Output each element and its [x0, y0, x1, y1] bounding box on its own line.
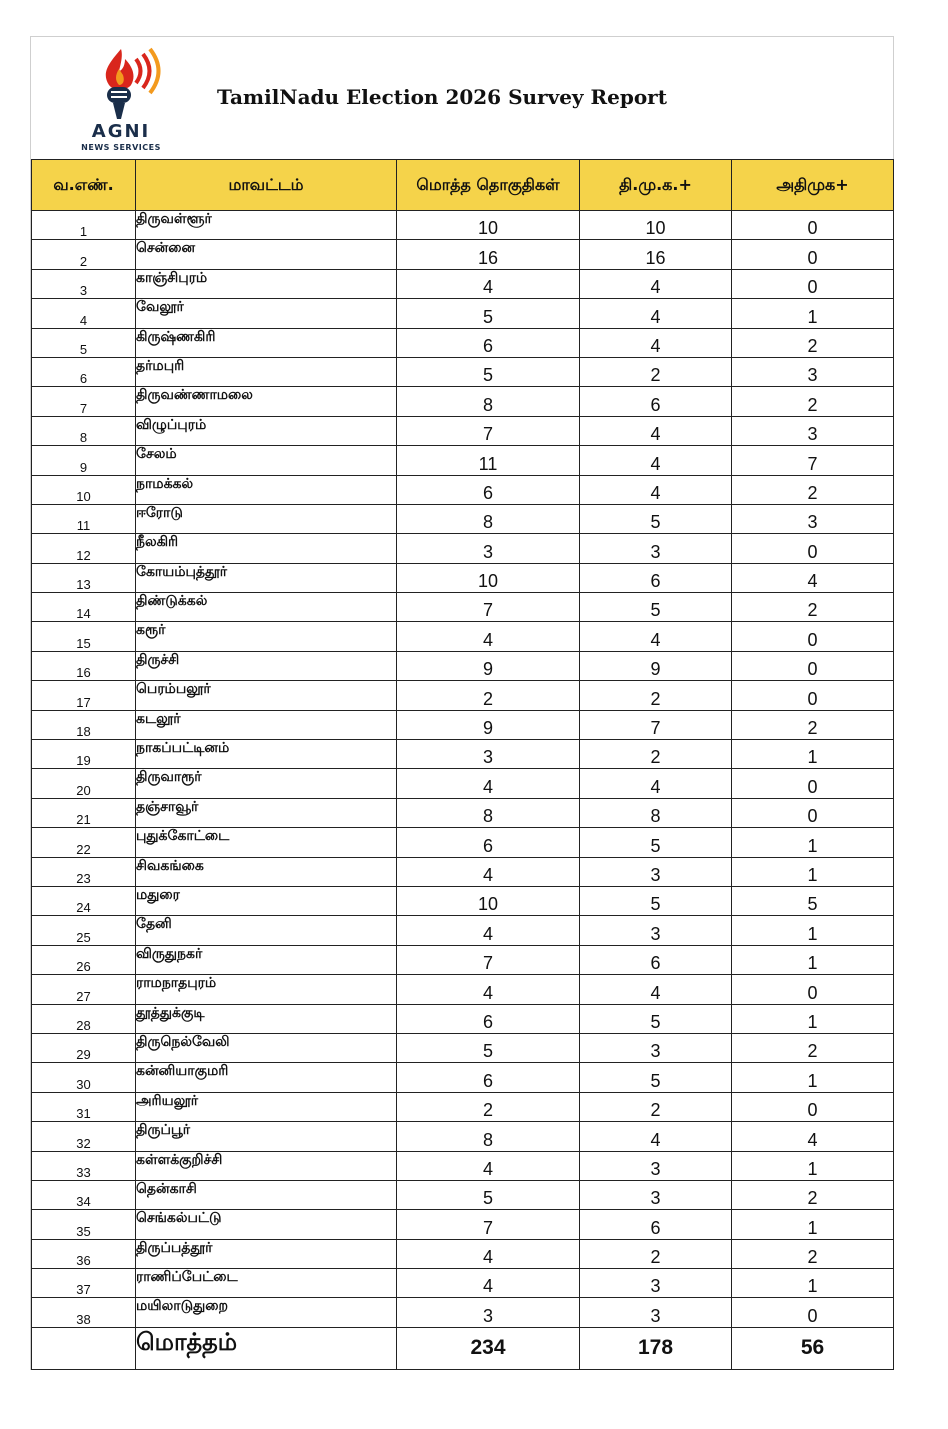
district-cell: தேனி: [136, 916, 397, 945]
total-constituencies-cell: 3: [397, 740, 580, 769]
admk-alliance-cell: 1: [732, 1210, 894, 1239]
admk-alliance-cell: 1: [732, 1004, 894, 1033]
total-constituencies: 234: [397, 1327, 580, 1369]
admk-alliance-cell: 0: [732, 651, 894, 680]
district-cell: திண்டுக்கல்: [136, 593, 397, 622]
table-row: [32, 1004, 894, 1033]
district-cell: வேலூர்: [136, 299, 397, 328]
district-cell: நாமக்கல்: [136, 475, 397, 504]
table-row: [32, 1180, 894, 1209]
dmk-alliance-cell: 6: [580, 945, 732, 974]
torch-microphone-icon: [61, 45, 181, 123]
header-dmk-alliance: தி.மு.க.+: [580, 160, 732, 211]
serial-cell: 38: [32, 1298, 136, 1327]
dmk-alliance-cell: 2: [580, 357, 732, 386]
admk-alliance-cell: 1: [732, 1063, 894, 1092]
admk-alliance-cell: 2: [732, 710, 894, 739]
serial-cell: 11: [32, 504, 136, 533]
dmk-alliance-cell: 5: [580, 504, 732, 533]
dmk-alliance-cell: 3: [580, 1151, 732, 1180]
district-cell: புதுக்கோட்டை: [136, 828, 397, 857]
admk-alliance-cell: 0: [732, 798, 894, 827]
table-row: [32, 504, 894, 533]
table-row: [32, 269, 894, 298]
admk-alliance-cell: 4: [732, 563, 894, 592]
table-row: [32, 740, 894, 769]
table-row: [32, 1092, 894, 1121]
district-cell: நாகப்பட்டினம்: [136, 740, 397, 769]
logo-subtitle: NEWS SERVICES: [81, 143, 161, 152]
admk-alliance-cell: 1: [732, 916, 894, 945]
dmk-alliance-cell: 5: [580, 1063, 732, 1092]
total-constituencies-cell: 10: [397, 211, 580, 240]
report-sheet: [30, 36, 894, 1370]
admk-alliance-cell: 0: [732, 211, 894, 240]
dmk-alliance-cell: 3: [580, 916, 732, 945]
dmk-alliance-cell: 4: [580, 475, 732, 504]
serial-cell: 37: [32, 1269, 136, 1298]
total-constituencies-cell: 16: [397, 240, 580, 269]
total-constituencies-cell: 4: [397, 1239, 580, 1268]
table-row: [32, 622, 894, 651]
admk-alliance-cell: 3: [732, 504, 894, 533]
serial-cell: 1: [32, 211, 136, 240]
serial-cell: 27: [32, 975, 136, 1004]
total-constituencies-cell: 10: [397, 886, 580, 915]
district-cell: கோயம்புத்தூர்: [136, 563, 397, 592]
serial-cell: 36: [32, 1239, 136, 1268]
serial-cell: 29: [32, 1033, 136, 1062]
page-title: TamilNadu Election 2026 Survey Report: [217, 85, 667, 109]
admk-alliance-cell: 0: [732, 240, 894, 269]
admk-alliance-cell: 1: [732, 299, 894, 328]
serial-cell: 23: [32, 857, 136, 886]
serial-cell: 32: [32, 1122, 136, 1151]
table-row: [32, 357, 894, 386]
admk-alliance-cell: 0: [732, 681, 894, 710]
serial-cell: 19: [32, 740, 136, 769]
total-constituencies-cell: 6: [397, 828, 580, 857]
serial-cell: 33: [32, 1151, 136, 1180]
serial-cell: 14: [32, 593, 136, 622]
serial-cell: 20: [32, 769, 136, 798]
dmk-alliance-cell: 3: [580, 1033, 732, 1062]
total-constituencies-cell: 4: [397, 975, 580, 1004]
table-row: [32, 651, 894, 680]
table-row: [32, 240, 894, 269]
total-constituencies-cell: 7: [397, 945, 580, 974]
district-cell: கன்னியாகுமரி: [136, 1063, 397, 1092]
total-row: [32, 1327, 894, 1369]
serial-cell: 28: [32, 1004, 136, 1033]
total-constituencies-cell: 8: [397, 387, 580, 416]
header-admk-alliance: அதிமுக+: [732, 160, 894, 211]
serial-cell: 3: [32, 269, 136, 298]
district-cell: திருப்பூர்: [136, 1122, 397, 1151]
district-cell: விருதுநகர்: [136, 945, 397, 974]
district-cell: திருவாரூர்: [136, 769, 397, 798]
table-row: [32, 416, 894, 445]
admk-alliance-cell: 2: [732, 328, 894, 357]
admk-alliance-cell: 0: [732, 1298, 894, 1327]
serial-cell: 21: [32, 798, 136, 827]
district-cell: தர்மபுரி: [136, 357, 397, 386]
dmk-alliance-cell: 4: [580, 446, 732, 475]
district-cell: காஞ்சிபுரம்: [136, 269, 397, 298]
table-row: [32, 769, 894, 798]
dmk-alliance-cell: 2: [580, 740, 732, 769]
total-constituencies-cell: 4: [397, 1151, 580, 1180]
dmk-alliance-cell: 8: [580, 798, 732, 827]
dmk-alliance-cell: 4: [580, 269, 732, 298]
admk-alliance-cell: 1: [732, 1269, 894, 1298]
total-admk-alliance: 56: [732, 1327, 894, 1369]
table-row: [32, 387, 894, 416]
admk-alliance-cell: 2: [732, 1180, 894, 1209]
district-cell: கிருஷ்ணகிரி: [136, 328, 397, 357]
admk-alliance-cell: 7: [732, 446, 894, 475]
district-cell: ராமநாதபுரம்: [136, 975, 397, 1004]
total-constituencies-cell: 6: [397, 1063, 580, 1092]
total-label: மொத்தம்: [136, 1327, 397, 1369]
total-constituencies-cell: 6: [397, 328, 580, 357]
district-cell: ஈரோடு: [136, 504, 397, 533]
admk-alliance-cell: 0: [732, 975, 894, 1004]
table-row: [32, 886, 894, 915]
serial-cell: 8: [32, 416, 136, 445]
total-constituencies-cell: 6: [397, 1004, 580, 1033]
admk-alliance-cell: 2: [732, 1239, 894, 1268]
total-constituencies-cell: 6: [397, 475, 580, 504]
district-cell: திருப்பத்தூர்: [136, 1239, 397, 1268]
admk-alliance-cell: 3: [732, 416, 894, 445]
total-constituencies-cell: 11: [397, 446, 580, 475]
serial-cell: 6: [32, 357, 136, 386]
serial-cell: 25: [32, 916, 136, 945]
table-header-row: [32, 160, 894, 211]
total-constituencies-cell: 4: [397, 857, 580, 886]
table-row: [32, 211, 894, 240]
total-constituencies-cell: 5: [397, 1180, 580, 1209]
total-constituencies-cell: 8: [397, 798, 580, 827]
serial-cell: 5: [32, 328, 136, 357]
district-cell: விழுப்புரம்: [136, 416, 397, 445]
serial-cell: 9: [32, 446, 136, 475]
total-constituencies-cell: 7: [397, 593, 580, 622]
total-constituencies-cell: 9: [397, 710, 580, 739]
dmk-alliance-cell: 3: [580, 1180, 732, 1209]
dmk-alliance-cell: 2: [580, 1239, 732, 1268]
serial-cell: 18: [32, 710, 136, 739]
total-constituencies-cell: 7: [397, 1210, 580, 1239]
district-cell: சேலம்: [136, 446, 397, 475]
dmk-alliance-cell: 2: [580, 681, 732, 710]
admk-alliance-cell: 0: [732, 769, 894, 798]
admk-alliance-cell: 3: [732, 357, 894, 386]
report-header: [31, 37, 893, 159]
serial-cell: 2: [32, 240, 136, 269]
admk-alliance-cell: 2: [732, 387, 894, 416]
logo-brand: AGNI: [91, 121, 151, 142]
dmk-alliance-cell: 4: [580, 328, 732, 357]
table-row: [32, 828, 894, 857]
serial-cell: 16: [32, 651, 136, 680]
dmk-alliance-cell: 6: [580, 387, 732, 416]
dmk-alliance-cell: 5: [580, 1004, 732, 1033]
table-row: [32, 1269, 894, 1298]
admk-alliance-cell: 4: [732, 1122, 894, 1151]
admk-alliance-cell: 1: [732, 1151, 894, 1180]
serial-cell: 30: [32, 1063, 136, 1092]
dmk-alliance-cell: 5: [580, 886, 732, 915]
serial-cell: 10: [32, 475, 136, 504]
table-row: [32, 975, 894, 1004]
table-row: [32, 857, 894, 886]
dmk-alliance-cell: 7: [580, 710, 732, 739]
total-constituencies-cell: 8: [397, 504, 580, 533]
admk-alliance-cell: 0: [732, 622, 894, 651]
serial-cell: 26: [32, 945, 136, 974]
table-row: [32, 1063, 894, 1092]
total-constituencies-cell: 10: [397, 563, 580, 592]
total-constituencies-cell: 2: [397, 1092, 580, 1121]
district-cell: கரூர்: [136, 622, 397, 651]
district-cell: மதுரை: [136, 886, 397, 915]
header-serial-number: வ.எண்.: [32, 160, 136, 211]
total-constituencies-cell: 5: [397, 1033, 580, 1062]
table-row: [32, 1151, 894, 1180]
admk-alliance-cell: 1: [732, 857, 894, 886]
table-row: [32, 475, 894, 504]
admk-alliance-cell: 2: [732, 475, 894, 504]
total-constituencies-cell: 4: [397, 769, 580, 798]
table-row: [32, 1210, 894, 1239]
total-constituencies-cell: 4: [397, 916, 580, 945]
total-dmk-alliance: 178: [580, 1327, 732, 1369]
total-constituencies-cell: 2: [397, 681, 580, 710]
table-row: [32, 710, 894, 739]
total-constituencies-cell: 4: [397, 269, 580, 298]
dmk-alliance-cell: 4: [580, 416, 732, 445]
total-constituencies-cell: 7: [397, 416, 580, 445]
serial-cell: 31: [32, 1092, 136, 1121]
admk-alliance-cell: 2: [732, 1033, 894, 1062]
serial-cell: 13: [32, 563, 136, 592]
district-cell: திருச்சி: [136, 651, 397, 680]
total-constituencies-cell: 3: [397, 1298, 580, 1327]
serial-cell: 34: [32, 1180, 136, 1209]
total-constituencies-cell: 8: [397, 1122, 580, 1151]
dmk-alliance-cell: 3: [580, 1298, 732, 1327]
survey-table: [31, 159, 894, 1370]
district-cell: தென்காசி: [136, 1180, 397, 1209]
table-row: [32, 1122, 894, 1151]
admk-alliance-cell: 5: [732, 886, 894, 915]
table-row: [32, 681, 894, 710]
dmk-alliance-cell: 6: [580, 1210, 732, 1239]
district-cell: சென்னை: [136, 240, 397, 269]
dmk-alliance-cell: 6: [580, 563, 732, 592]
total-constituencies-cell: 4: [397, 622, 580, 651]
dmk-alliance-cell: 3: [580, 1269, 732, 1298]
table-row: [32, 1239, 894, 1268]
district-cell: கடலூர்: [136, 710, 397, 739]
dmk-alliance-cell: 3: [580, 534, 732, 563]
dmk-alliance-cell: 4: [580, 622, 732, 651]
table-row: [32, 299, 894, 328]
serial-cell: 15: [32, 622, 136, 651]
header-district: மாவட்டம்: [136, 160, 397, 211]
dmk-alliance-cell: 4: [580, 299, 732, 328]
district-cell: மயிலாடுதுறை: [136, 1298, 397, 1327]
table-row: [32, 1033, 894, 1062]
admk-alliance-cell: 1: [732, 740, 894, 769]
total-constituencies-cell: 9: [397, 651, 580, 680]
dmk-alliance-cell: 16: [580, 240, 732, 269]
dmk-alliance-cell: 5: [580, 828, 732, 857]
table-row: [32, 798, 894, 827]
admk-alliance-cell: 0: [732, 534, 894, 563]
total-constituencies-cell: 3: [397, 534, 580, 563]
serial-cell: 17: [32, 681, 136, 710]
admk-alliance-cell: 1: [732, 828, 894, 857]
serial-cell: 7: [32, 387, 136, 416]
admk-alliance-cell: 2: [732, 593, 894, 622]
serial-cell: 12: [32, 534, 136, 563]
admk-alliance-cell: 1: [732, 945, 894, 974]
district-cell: திருவண்ணாமலை: [136, 387, 397, 416]
admk-alliance-cell: 0: [732, 1092, 894, 1121]
table-row: [32, 446, 894, 475]
table-row: [32, 534, 894, 563]
dmk-alliance-cell: 5: [580, 593, 732, 622]
total-constituencies-cell: 5: [397, 299, 580, 328]
district-cell: பெரம்பலூர்: [136, 681, 397, 710]
total-constituencies-cell: 5: [397, 357, 580, 386]
dmk-alliance-cell: 3: [580, 857, 732, 886]
district-cell: நீலகிரி: [136, 534, 397, 563]
table-row: [32, 563, 894, 592]
serial-cell: 22: [32, 828, 136, 857]
header-total-constituencies: மொத்த தொகுதிகள்: [397, 160, 580, 211]
district-cell: அரியலூர்: [136, 1092, 397, 1121]
dmk-alliance-cell: 10: [580, 211, 732, 240]
serial-cell: 35: [32, 1210, 136, 1239]
total-serial-cell: [32, 1327, 136, 1369]
serial-cell: 24: [32, 886, 136, 915]
agni-logo: [61, 45, 191, 155]
district-cell: செங்கல்பட்டு: [136, 1210, 397, 1239]
district-cell: தூத்துக்குடி: [136, 1004, 397, 1033]
dmk-alliance-cell: 9: [580, 651, 732, 680]
table-row: [32, 916, 894, 945]
district-cell: சிவகங்கை: [136, 857, 397, 886]
district-cell: தஞ்சாவூர்: [136, 798, 397, 827]
district-cell: ராணிப்பேட்டை: [136, 1269, 397, 1298]
dmk-alliance-cell: 2: [580, 1092, 732, 1121]
dmk-alliance-cell: 4: [580, 1122, 732, 1151]
total-constituencies-cell: 4: [397, 1269, 580, 1298]
serial-cell: 4: [32, 299, 136, 328]
table-row: [32, 1298, 894, 1327]
district-cell: கள்ளக்குறிச்சி: [136, 1151, 397, 1180]
table-row: [32, 593, 894, 622]
district-cell: திருநெல்வேலி: [136, 1033, 397, 1062]
admk-alliance-cell: 0: [732, 269, 894, 298]
dmk-alliance-cell: 4: [580, 769, 732, 798]
dmk-alliance-cell: 4: [580, 975, 732, 1004]
table-row: [32, 945, 894, 974]
district-cell: திருவள்ளூர்: [136, 211, 397, 240]
table-row: [32, 328, 894, 357]
